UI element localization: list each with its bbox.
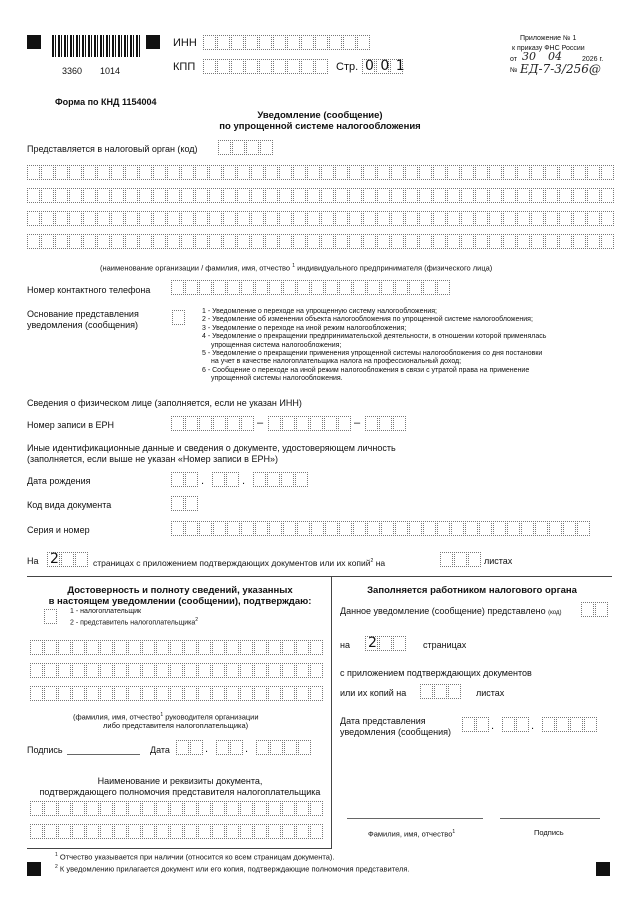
barcode-number-left: 3360 <box>62 66 83 76</box>
order-from: от <box>510 56 517 63</box>
basis-label-line1: Основание представления <box>27 309 139 319</box>
footnote-1-sup: 1 <box>55 852 58 858</box>
confirm-option-2 <box>70 616 198 627</box>
officer-fio-line[interactable] <box>347 818 483 819</box>
kpp-label: КПП <box>173 61 196 73</box>
sign-month-field[interactable] <box>216 740 244 755</box>
pages-mid-label: страницах с приложением подтверждающих документов или их копий <box>93 557 371 568</box>
birth-month-field[interactable] <box>212 472 240 487</box>
confirm-title-line2: в настоящем уведомлении (сообщении), подтверждаю: <box>48 596 312 607</box>
org-name-row-2[interactable] <box>27 188 615 203</box>
date-label-left: Дата <box>150 745 170 755</box>
submission-year-field[interactable] <box>542 717 598 732</box>
footnote-1 <box>55 851 335 862</box>
series-number-label: Серия и номер <box>27 525 90 535</box>
page-label: Стр. <box>336 61 359 73</box>
signer-caption-tail: руководителя организации <box>165 712 259 722</box>
corner-marker-top-left <box>27 35 41 49</box>
order-day: 30 <box>522 50 536 63</box>
officer-pages-label: страницах <box>423 640 467 650</box>
barcode <box>52 35 140 57</box>
authority-doc-title-line1: Наименование и реквизиты документа, <box>97 776 263 786</box>
footnote-2 <box>55 863 410 874</box>
inn-label: ИНН <box>173 37 197 49</box>
authority-doc-row-1[interactable] <box>30 801 324 816</box>
series-number-field[interactable] <box>171 521 591 536</box>
officer-with-docs-label: с приложением подтверждающих документов <box>340 668 532 678</box>
officer-copies-label: или их копий на <box>340 688 407 698</box>
doc-type-label: Код вида документа <box>27 500 112 510</box>
officer-signature-line[interactable] <box>500 818 600 819</box>
pages-prefix: На <box>27 556 39 566</box>
officer-pages-digit: 2 <box>368 635 377 651</box>
submission-method-field[interactable] <box>581 602 609 617</box>
confirm-role-field[interactable] <box>44 609 58 624</box>
authority-doc-row-2[interactable] <box>30 824 324 839</box>
signature-line-left[interactable] <box>67 754 140 755</box>
tax-authority-code-field[interactable] <box>218 140 274 155</box>
officer-on-label: на <box>340 640 350 650</box>
submission-date-dot-1: . <box>491 720 495 732</box>
title-line2: по упрощенной системе налогообложения <box>219 121 421 132</box>
doc-type-field[interactable] <box>171 496 199 511</box>
authority-doc-title-line2: подтверждающего полномочия представителя налогоплательщика <box>39 787 321 797</box>
pages-count-digit: 2 <box>50 551 59 567</box>
signer-name-row-2[interactable] <box>30 663 324 678</box>
page-number: 0 0 1 <box>365 58 406 74</box>
submission-date-dot-2: . <box>531 720 535 732</box>
pages-on-label: на <box>375 557 386 568</box>
basis-option: 4 - Уведомление о прекращении предпринимательской деятельности, в отношении которой применялась <box>202 333 547 341</box>
footnote-1-text: Отчество указывается при наличии (относится ко всем страницам документа). <box>59 852 335 862</box>
id-info-line1: Иные идентификационные данные и сведения о документе, удостоверяющем личность <box>27 443 396 453</box>
order-number: ЕД-7-3/256@ <box>520 62 601 76</box>
confirm-option-1: 1 - налогоплательщик <box>70 608 142 615</box>
basis-option: 3 - Уведомление о переходе на иной режим налогообложения; <box>202 324 407 332</box>
org-name-caption-sup: 1 <box>292 263 295 269</box>
org-name-caption-text: (наименование организации / фамилия, имя, отчество <box>100 263 291 273</box>
signer-name-caption-line1 <box>73 711 259 722</box>
confirm-title-line1: Достоверность и полноту сведений, указанных <box>67 585 293 596</box>
basis-option: 5 - Уведомление о прекращении применения упрощенной системы налогообложения со дня постановки <box>202 350 543 358</box>
basis-option: 6 - Сообщение о переходе на иной режим налогообложения в связи с утратой права на применение <box>202 366 530 374</box>
sheets-count-field[interactable] <box>440 552 482 567</box>
ern-field-part1[interactable] <box>171 416 255 431</box>
order-month: 04 <box>548 50 562 63</box>
basis-options-list <box>202 308 622 384</box>
section-divider-top <box>27 576 612 577</box>
appendix-line2: к приказу ФНС России <box>512 45 585 52</box>
phone-field[interactable] <box>171 280 451 295</box>
birth-date-label: Дата рождения <box>27 476 91 486</box>
basis-code-field[interactable] <box>172 310 186 325</box>
order-year: 2026 г. <box>582 56 604 63</box>
org-name-caption <box>100 262 492 273</box>
form-code: Форма по КНД 1154004 <box>55 97 157 107</box>
ern-label: Номер записи в ЕРН <box>27 420 115 430</box>
section-divider-vertical <box>331 576 332 848</box>
corner-marker-bottom-right <box>596 862 610 876</box>
tax-authority-label: Представляется в налоговый орган (код) <box>27 144 198 154</box>
id-info-line2: (заполняется, если выше не указан «Номер записи в ЕРН») <box>27 454 278 464</box>
confirm-option-2-label: 2 - представитель налогоплательщика <box>70 619 196 627</box>
sign-date-dot-2: . <box>245 743 249 755</box>
signature-label-left: Подпись <box>27 745 63 755</box>
ern-dash-2: – <box>354 417 361 429</box>
pages-mid-sup: 2 <box>370 558 374 564</box>
phone-label: Номер контактного телефона <box>27 285 151 295</box>
submission-day-field[interactable] <box>462 717 490 732</box>
confirm-option-2-sup: 2 <box>195 617 199 623</box>
corner-marker-top-right <box>146 35 160 49</box>
signer-caption-text: (фамилия, имя, отчество <box>73 712 161 722</box>
submission-date-label-line2: уведомления (сообщения) <box>340 727 452 737</box>
basis-option: 1 - Уведомление о переходе на упрощенную систему налогообложения; <box>202 308 437 315</box>
title-line1: Уведомление (сообщение) <box>257 110 383 121</box>
ern-dash-1: – <box>257 417 264 429</box>
birth-date-dot-2: . <box>242 475 246 487</box>
birth-date-dot-1: . <box>201 475 205 487</box>
order-number-prefix: № <box>510 67 518 74</box>
sheets-suffix: листах <box>484 556 513 566</box>
submitted-label-text: Данное уведомление (сообщение) представлено <box>340 606 546 616</box>
inn-field[interactable] <box>203 35 371 50</box>
org-name-row-3[interactable] <box>27 211 615 226</box>
birth-day-field[interactable] <box>171 472 199 487</box>
submission-month-field[interactable] <box>502 717 530 732</box>
tax-officer-title: Заполняется работником налогового органа <box>367 585 577 596</box>
org-name-row-1[interactable] <box>27 165 615 180</box>
officer-fio-caption-text: Фамилия, имя, отчество <box>368 829 453 839</box>
signer-caption-sup: 1 <box>160 712 164 718</box>
pages-mid-text <box>93 556 385 569</box>
officer-fio-caption <box>368 828 455 839</box>
basis-option: на учет в качестве налогоплательщика налога на профессиональный доход; <box>211 358 462 366</box>
sign-date-dot-1: . <box>205 743 209 755</box>
corner-marker-bottom-left <box>27 862 41 876</box>
ern-field-part3[interactable] <box>365 416 407 431</box>
officer-signature-caption: Подпись <box>534 828 564 837</box>
signer-name-caption-line2: либо представителя налогоплательщика) <box>103 721 249 730</box>
footnote-2-text: К уведомлению прилагается документ или его копия, подтверждающие полномочия представителя. <box>59 864 410 874</box>
sign-day-field[interactable] <box>176 740 204 755</box>
basis-option: упрощенная система налогообложения; <box>211 341 342 349</box>
basis-option: упрощенной системы налогообложения. <box>211 375 343 383</box>
org-name-caption-tail: индивидуального предпринимателя (физического лица) <box>297 263 493 273</box>
birth-year-field[interactable] <box>253 472 309 487</box>
appendix-line1: Приложение № 1 <box>520 35 577 42</box>
section-divider-bottom <box>27 848 332 849</box>
officer-fio-caption-sup: 1 <box>452 829 456 835</box>
basis-label-line2: уведомления (сообщения) <box>27 320 139 330</box>
basis-option: 2 - Уведомление об изменении объекта налогообложения по упрощенной системе налогообложения; <box>202 316 533 324</box>
officer-sheets-field[interactable] <box>420 684 462 699</box>
sign-year-field[interactable] <box>256 740 312 755</box>
signer-name-row-3[interactable] <box>30 686 324 701</box>
kpp-field[interactable] <box>203 59 329 74</box>
barcode-number-right: 1014 <box>100 66 121 76</box>
submission-date-label-line1: Дата представления <box>340 716 426 726</box>
submitted-code-label: (код) <box>548 610 562 616</box>
org-name-row-4[interactable] <box>27 234 615 249</box>
submitted-label <box>340 606 562 619</box>
individual-info-label: Сведения о физическом лице (заполняется, если не указан ИНН) <box>27 398 302 408</box>
officer-sheets-label: листах <box>476 688 505 698</box>
ern-field-part2[interactable] <box>268 416 352 431</box>
signer-name-row-1[interactable] <box>30 640 324 655</box>
footnote-2-sup: 2 <box>55 864 58 870</box>
